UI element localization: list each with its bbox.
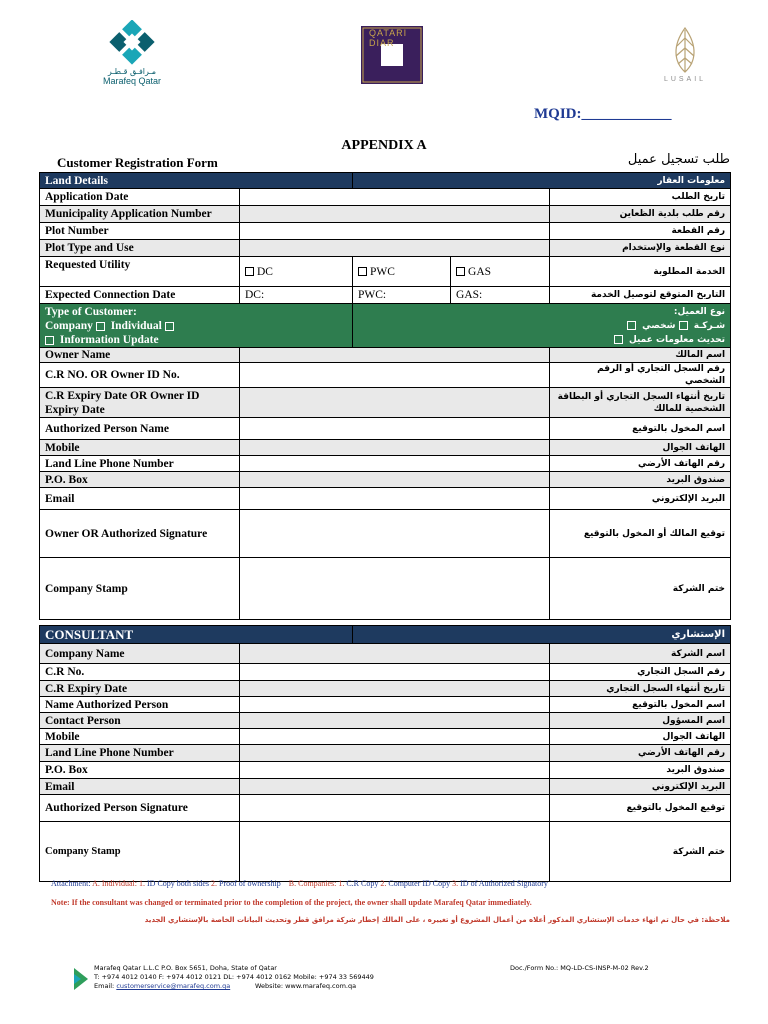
field-label: Land Line Phone Number	[40, 745, 240, 762]
table-row	[40, 558, 731, 620]
owner-company-stamp-box[interactable]	[240, 558, 550, 620]
field-label: Requested Utility	[40, 257, 240, 287]
table-row	[40, 762, 731, 779]
table-row	[40, 257, 731, 287]
field-label-arabic: اسم المالك	[550, 348, 731, 363]
connection-pwc-input[interactable]: PWC:	[353, 287, 451, 304]
owner-po-box-input[interactable]	[240, 472, 550, 488]
attachment-individual-2-number: 2.	[211, 879, 217, 888]
table-row	[40, 510, 731, 558]
field-label: P.O. Box	[40, 472, 240, 488]
field-label-arabic: تاريخ الطلب	[550, 189, 731, 206]
utility-pwc-option[interactable]	[353, 257, 451, 287]
table-row	[40, 745, 731, 762]
consultant-mobile-input[interactable]	[240, 729, 550, 745]
customer-type-english	[40, 304, 353, 348]
field-label: Land Line Phone Number	[40, 456, 240, 472]
field-label: Email	[40, 488, 240, 510]
info-update-option-arabic	[358, 333, 725, 347]
form-title-english: Customer Registration Form	[57, 155, 218, 170]
company-label: Company	[45, 320, 93, 332]
field-label-arabic: رقم طلب بلدية الظعاين	[550, 206, 731, 223]
consultant-po-box-input[interactable]	[240, 762, 550, 779]
field-label-arabic: تاريخ أنتهاء السجل التجاري أو البطاقة الشخصية للمالك	[550, 388, 731, 418]
appendix-heading: APPENDIX A	[341, 138, 427, 153]
attachment-company-3-number: 3.	[452, 879, 459, 888]
company-label-arabic: شـركـة	[693, 321, 726, 331]
lusail-palm-icon	[652, 24, 718, 76]
field-label-arabic: اسم المخول بالتوقيع	[550, 418, 731, 440]
field-label-arabic: الخدمة المطلوبة	[550, 257, 731, 287]
field-label-line: Expiry Date	[45, 403, 105, 416]
form-title-arabic: طلب تسجيل عميل	[627, 152, 730, 167]
field-label: C.R Expiry Date	[40, 681, 240, 697]
field-label-arabic: ختم الشركة	[550, 558, 731, 620]
field-label: P.O. Box	[40, 762, 240, 779]
field-label: Company Stamp	[40, 822, 240, 882]
field-label-line: C.R Expiry Date OR Owner ID	[45, 389, 200, 402]
individual-label-arabic: شخصي	[642, 321, 676, 331]
individual-checkbox[interactable]	[165, 322, 174, 331]
footer-phones: T: +974 4012 0140 F: +974 4012 0121 DL: +974 4012 0162 Mobile: +974 33 569449	[94, 973, 374, 981]
customer-type-arabic	[353, 304, 731, 348]
customer-type-title: Type of Customer:	[45, 306, 137, 318]
field-label-arabic: اسم المخول بالتوقيع	[550, 697, 731, 713]
field-label: Authorized Person Name	[40, 418, 240, 440]
field-label: Plot Number	[40, 223, 240, 240]
owner-email-input[interactable]	[240, 488, 550, 510]
field-label: Name Authorized Person	[40, 697, 240, 713]
consultant-authorized-name-input[interactable]	[240, 697, 550, 713]
footer-email-label: Email:	[94, 982, 115, 990]
table-row	[40, 822, 731, 882]
land-details-title: Land Details	[40, 173, 353, 189]
table-row	[40, 240, 731, 257]
marafeq-qatar-logo	[96, 20, 168, 84]
dc-checkbox[interactable]	[245, 267, 254, 276]
info-update-checkbox[interactable]	[45, 336, 54, 345]
field-label	[40, 388, 240, 418]
table-row	[40, 488, 731, 510]
field-label: Application Date	[40, 189, 240, 206]
lusail-logo	[652, 24, 718, 88]
footer-email-link[interactable]: customerservice@marafeq.com.qa	[116, 982, 231, 990]
field-label-arabic: رقم السجل التجاري أو الرقم الشخصي	[550, 363, 731, 388]
footer-contact	[94, 964, 374, 991]
consultant-title: CONSULTANT	[40, 626, 353, 644]
table-row	[40, 456, 731, 472]
authorized-person-name-input[interactable]	[240, 418, 550, 440]
attachment-company-3: ID of Authorized Signatory	[460, 879, 548, 888]
attachment-label: Attachment:	[51, 879, 91, 888]
utility-dc-option[interactable]	[240, 257, 353, 287]
field-label-arabic: التاريخ المتوقع لتوصيل الخدمة	[550, 287, 731, 304]
table-row	[40, 363, 731, 388]
marafeq-brand-english: Marafeq Qatar	[102, 76, 162, 86]
field-label-arabic: اسم الشركة	[550, 644, 731, 664]
municipality-application-number-input[interactable]	[240, 206, 550, 223]
field-label-arabic: رقم السجل التجاري	[550, 664, 731, 681]
footer-email-line	[94, 982, 374, 991]
marafeq-diamond-icon	[96, 20, 168, 68]
customer-type-options-arabic	[358, 319, 725, 333]
field-label-arabic: نوع القطعة والإستخدام	[550, 240, 731, 257]
field-label-arabic: توقيع المالك أو المخول بالتوقيع	[550, 510, 731, 558]
company-checkbox-arabic[interactable]	[679, 321, 688, 330]
field-label: Email	[40, 779, 240, 795]
land-details-title-arabic: معلومات العقار	[353, 173, 731, 189]
connection-dc-input[interactable]: DC:	[240, 287, 353, 304]
owner-mobile-input[interactable]	[240, 440, 550, 456]
plot-number-input[interactable]	[240, 223, 550, 240]
field-label-arabic: رقم القطعة	[550, 223, 731, 240]
field-label-arabic: صندوق البريد	[550, 472, 731, 488]
consultant-signature-box[interactable]	[240, 795, 550, 822]
consultant-note-english: Note: If the consultant was changed or terminated prior to the completion of the project, the owner shall update Marafeq Qatar immediately.	[51, 898, 532, 907]
customer-type-row	[40, 304, 731, 348]
consultant-title-arabic: الإستشاري	[353, 626, 731, 644]
consultant-cr-input[interactable]	[240, 664, 550, 681]
attachment-companies-label: B. Companies:	[288, 879, 337, 888]
field-label-arabic: رقم الهاتف الأرضي	[550, 456, 731, 472]
mqid-field-label: MQID:____________	[534, 106, 672, 122]
pwc-label: PWC	[370, 265, 395, 278]
footer-arrow-icon	[74, 968, 88, 990]
owner-signature-box[interactable]	[240, 510, 550, 558]
table-row	[40, 697, 731, 713]
table-row	[40, 206, 731, 223]
owner-landline-input[interactable]	[240, 456, 550, 472]
footer-address: Marafeq Qatar L.L.C P.O. Box 5651, Doha, State of Qatar	[94, 964, 277, 972]
customer-type-options	[45, 319, 347, 333]
consultant-cr-expiry-input[interactable]	[240, 681, 550, 697]
field-label: Expected Connection Date	[40, 287, 240, 304]
attachment-individual-label: A. Individual:	[92, 879, 137, 888]
marafeq-brand-arabic: مـرافـق قـطـر	[107, 67, 157, 76]
field-label: Municipality Application Number	[40, 206, 240, 223]
table-row	[40, 713, 731, 729]
consultant-email-input[interactable]	[240, 779, 550, 795]
field-label: C.R NO. OR Owner ID No.	[40, 363, 240, 388]
dc-label: DC	[257, 265, 273, 278]
field-label-arabic: الهاتف الجوال	[550, 729, 731, 745]
gas-checkbox[interactable]	[456, 267, 465, 276]
field-label: Mobile	[40, 729, 240, 745]
field-label: Company Name	[40, 644, 240, 664]
individual-checkbox-arabic[interactable]	[627, 321, 636, 330]
cr-expiry-date-input[interactable]	[240, 388, 550, 418]
field-label: Company Stamp	[40, 558, 240, 620]
table-row	[40, 795, 731, 822]
attachment-company-1: C.R Copy	[346, 879, 379, 888]
field-label-arabic: ختم الشركة	[550, 822, 731, 882]
table-row	[40, 388, 731, 418]
table-row	[40, 644, 731, 664]
table-row	[40, 681, 731, 697]
qatari-diar-logo	[361, 26, 423, 84]
field-label: C.R No.	[40, 664, 240, 681]
table-row	[40, 287, 731, 304]
attachment-line	[51, 879, 548, 888]
land-details-header	[40, 173, 731, 189]
consultant-contact-person-input[interactable]	[240, 713, 550, 729]
table-row	[40, 189, 731, 206]
consultant-company-stamp-box[interactable]	[240, 822, 550, 882]
gas-label: GAS	[468, 265, 492, 278]
application-date-input[interactable]	[240, 189, 550, 206]
consultant-landline-input[interactable]	[240, 745, 550, 762]
footer-website[interactable]: Website: www.marafeq.com.qa	[255, 982, 357, 990]
company-checkbox[interactable]	[96, 322, 105, 331]
attachment-company-2: Computer ID Copy	[388, 879, 451, 888]
table-row	[40, 779, 731, 795]
attachment-individual-1-number: 1.	[139, 879, 145, 888]
table-row	[40, 348, 731, 363]
field-label-arabic: اسم المسؤول	[550, 713, 731, 729]
utility-gas-option[interactable]	[451, 257, 550, 287]
table-row	[40, 223, 731, 240]
footer-document-number: Doc./Form No.: MQ-LD-CS-INSP-M-02 Rev.2	[510, 964, 649, 972]
table-row	[40, 472, 731, 488]
field-label-arabic: صندوق البريد	[550, 762, 731, 779]
table-row	[40, 418, 731, 440]
field-label-arabic: تاريخ أنتهاء السجل التجاري	[550, 681, 731, 697]
consultant-note-arabic: ملاحظة: في حال تم انهاء خدمات الإستشاري المذكور أعلاه من أعمال المشروع أو تغييره ، على المالك إخطار شركة مرافق قطر وتحديث البيانات الخاصة بالإستشاري الجديد	[144, 916, 730, 924]
info-update-label-arabic: تحديث معلومات عميل	[628, 335, 726, 345]
attachment-company-1-number: 1.	[338, 879, 345, 888]
field-label: Contact Person	[40, 713, 240, 729]
field-label: Owner Name	[40, 348, 240, 363]
consultant-header	[40, 626, 731, 644]
registration-form-table	[39, 172, 731, 882]
info-update-checkbox-arabic[interactable]	[614, 335, 623, 344]
field-label: Plot Type and Use	[40, 240, 240, 257]
field-label: Authorized Person Signature	[40, 795, 240, 822]
attachment-individual-2: Proof of ownership	[219, 879, 281, 888]
table-row	[40, 664, 731, 681]
attachment-company-2-number: 2.	[380, 879, 387, 888]
attachment-individual-1: ID Copy both sides	[147, 879, 209, 888]
consultant-company-name-input[interactable]	[240, 644, 550, 664]
info-update-option	[45, 333, 347, 347]
connection-gas-input[interactable]: GAS:	[451, 287, 550, 304]
field-label: Owner OR Authorized Signature	[40, 510, 240, 558]
info-update-label: Information Update	[59, 334, 159, 346]
field-label-arabic: البريد الإلكتروني	[550, 488, 731, 510]
customer-type-title-arabic: نوع العميل:	[673, 307, 726, 317]
pwc-checkbox[interactable]	[358, 267, 367, 276]
table-row	[40, 729, 731, 745]
individual-label: Individual	[110, 320, 162, 332]
lusail-text: LUSAIL	[663, 76, 707, 83]
qatari-diar-text: QATARI DIAR	[369, 28, 408, 48]
field-label-arabic: الهاتف الجوال	[550, 440, 731, 456]
cr-or-owner-id-input[interactable]	[240, 363, 550, 388]
field-label: Mobile	[40, 440, 240, 456]
field-label-arabic: توقيع المخول بالتوقيع	[550, 795, 731, 822]
table-row	[40, 440, 731, 456]
field-label-arabic: رقم الهاتف الأرضي	[550, 745, 731, 762]
owner-name-input[interactable]	[240, 348, 550, 363]
plot-type-input[interactable]	[240, 240, 550, 257]
field-label-arabic: البريد الإلكتروني	[550, 779, 731, 795]
